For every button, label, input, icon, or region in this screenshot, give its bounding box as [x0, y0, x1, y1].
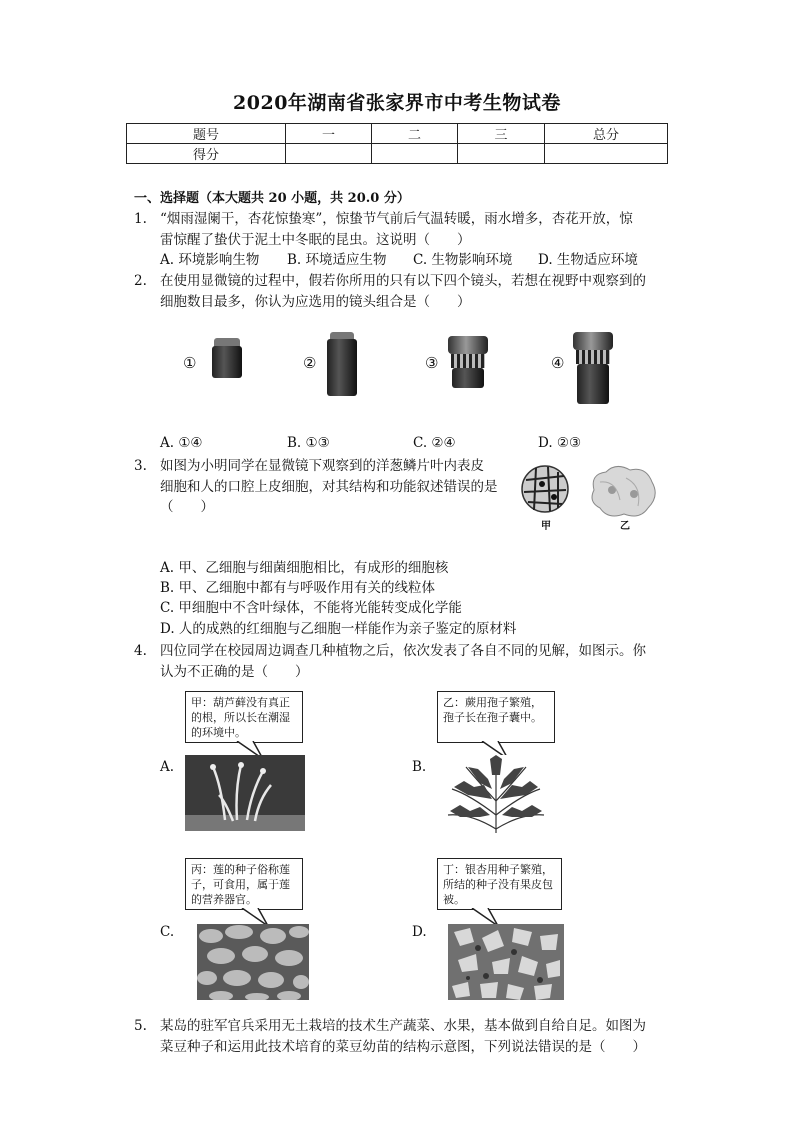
question-text: 某岛的驻军官兵采用无土栽培的技术生产蔬菜、水果，基本做到自给自足。如图为 — [160, 1018, 646, 1034]
speech-bubble: 丁：银杏用种子繁殖，所结的种子没有果皮包被。 — [437, 858, 562, 910]
option-d[interactable]: D. — [412, 924, 427, 940]
option-b[interactable]: B. 甲、乙细胞中都有与呼吸作用有关的线粒体 — [160, 580, 436, 596]
option-a[interactable]: A. — [160, 759, 175, 775]
option-b[interactable]: B. ①③ — [287, 435, 330, 451]
lens-label: ① — [183, 354, 197, 372]
option-c[interactable]: C. 生物影响环境 — [413, 252, 513, 268]
question-text: 如图为小明同学在显微镜下观察到的洋葱鳞片叶内表皮 — [160, 458, 484, 474]
question-number: 5. — [134, 1018, 147, 1034]
table-cell: 题号 — [127, 124, 286, 144]
option-c[interactable]: C. 甲细胞中不含叶绿体，不能将光能转变成化学能 — [160, 600, 462, 616]
question-text: （ ） — [160, 499, 214, 515]
table-cell — [286, 144, 372, 164]
option-c[interactable]: C. — [160, 924, 175, 940]
lens-label: ④ — [551, 354, 565, 372]
option-a[interactable]: A. 环境影响生物 — [160, 252, 260, 268]
speech-bubble: 甲：葫芦藓没有真正的根，所以长在潮湿的环境中。 — [185, 691, 303, 743]
fern-photo — [440, 755, 552, 835]
table-cell — [458, 144, 545, 164]
question-number: 2. — [134, 273, 147, 289]
lens-label: ③ — [425, 354, 439, 372]
option-a[interactable]: A. 甲、乙细胞与细菌细胞相比，有成形的细胞核 — [160, 560, 449, 576]
question-text: 雷惊醒了蛰伏于泥土中冬眠的昆虫。这说明（ ） — [160, 232, 471, 248]
speech-bubble: 丙：莲的种子俗称莲子，可食用，属于莲的营养器官。 — [185, 858, 303, 910]
moss-photo — [185, 755, 305, 831]
cheek-cell-image — [586, 460, 660, 522]
page-title: 2020年湖南省张家界市中考生物试卷 — [233, 92, 561, 114]
option-d[interactable]: D. 人的成熟的红细胞与乙细胞一样能作为亲子鉴定的原材料 — [160, 621, 517, 637]
ginkgo-photo — [448, 924, 564, 1000]
question-text: 细胞和人的口腔上皮细胞，对其结构和功能叙述错误的是 — [160, 479, 498, 495]
question-number: 1. — [134, 211, 147, 227]
table-cell: 三 — [458, 124, 545, 144]
option-d[interactable]: D. 生物适应环境 — [538, 252, 638, 268]
lens-label: ② — [303, 354, 317, 372]
table-cell — [372, 144, 458, 164]
table-row — [127, 124, 668, 144]
table-cell — [545, 144, 668, 164]
question-number: 3. — [134, 458, 147, 474]
table-row — [127, 144, 668, 164]
option-b[interactable]: B. — [412, 759, 427, 775]
score-table — [126, 123, 668, 164]
question-text: 菜豆种子和运用此技术培育的菜豆幼苗的结构示意图，下列说法错误的是（ ） — [160, 1039, 646, 1055]
table-cell: 二 — [372, 124, 458, 144]
lotus-photo — [197, 924, 309, 1000]
question-text: 四位同学在校园周边调查几种植物之后，依次发表了各自不同的见解，如图示。你 — [160, 643, 646, 659]
option-a[interactable]: A. ①④ — [160, 435, 203, 451]
question-text: 认为不正确的是（ ） — [160, 664, 309, 680]
figure-label: 甲 — [541, 521, 551, 532]
section-heading: 一、选择题（本大题共 20 小题，共 20.0 分） — [134, 191, 410, 206]
option-d[interactable]: D. ②③ — [538, 435, 582, 451]
table-cell: 总分 — [545, 124, 668, 144]
question-text: 在使用显微镜的过程中，假若你所用的只有以下四个镜头，若想在视野中观察到的 — [160, 273, 646, 289]
onion-cell-image — [520, 464, 570, 514]
figure-label: 乙 — [620, 521, 630, 532]
question-text: 细胞数目最多，你认为应选用的镜头组合是（ ） — [160, 294, 471, 310]
question-text: “烟雨湿阑干，杏花惊蛰寒”，惊蛰节气前后气温转暖，雨水增多，杏花开放，惊 — [160, 211, 633, 227]
option-b[interactable]: B. 环境适应生物 — [287, 252, 387, 268]
option-c[interactable]: C. ②④ — [413, 435, 456, 451]
speech-bubble: 乙：蕨用孢子繁殖，孢子长在孢子囊中。 — [437, 691, 555, 743]
table-cell: 得分 — [127, 144, 286, 164]
table-cell: 一 — [286, 124, 372, 144]
question-number: 4. — [134, 643, 147, 659]
